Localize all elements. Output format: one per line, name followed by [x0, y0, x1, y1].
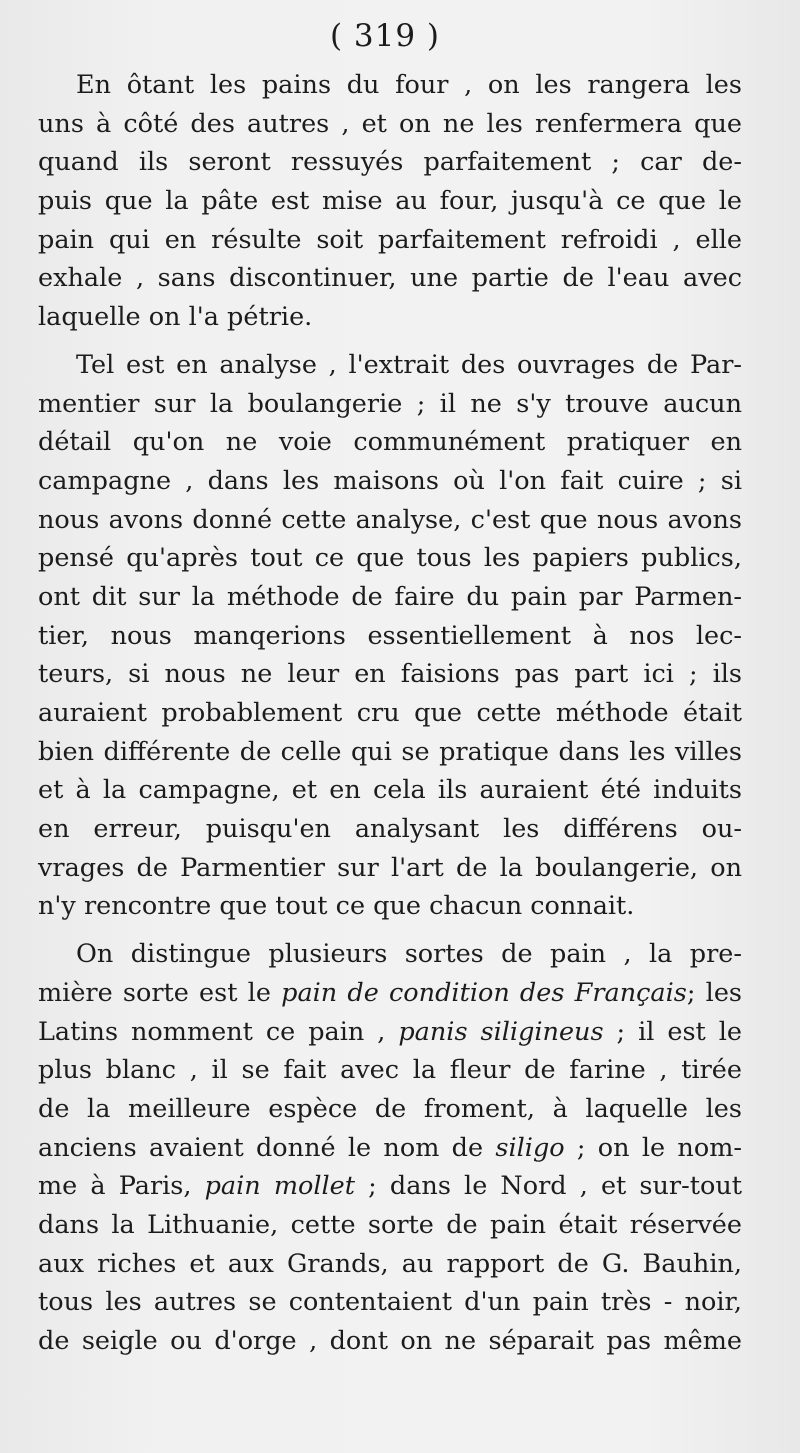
text-line — [38, 1129, 742, 1168]
text-line — [38, 346, 742, 385]
page-number: ( 319 ) — [329, 18, 441, 54]
text-run: tous les autres se contentaient d'un pain très - noir, — [38, 1287, 742, 1318]
text-line — [38, 849, 742, 888]
text-run: exhale , sans discontinuer, une partie de l'eau avec — [38, 263, 742, 294]
text-line — [38, 501, 742, 540]
text-run: vrages de Parmentier sur l'art de la boulangerie, on — [38, 852, 742, 883]
text-line — [38, 935, 742, 974]
text-run: campagne , dans les maisons où l'on fait cuire ; si — [38, 465, 742, 496]
text-line — [38, 462, 742, 501]
text-run: En ôtant les pains du four , on les rangera les — [76, 70, 742, 100]
text-line — [38, 105, 742, 144]
text-run: de seigle ou d'orge , dont on ne séparait pas même — [38, 1326, 742, 1356]
text-line — [38, 298, 742, 337]
text-run: nous avons donné cette analyse, c'est que nous avons — [38, 504, 742, 535]
text-run: pain qui en résulte soit parfaitement refroidi , elle — [38, 224, 742, 255]
text-run: Tel est en analyse , l'extrait des ouvrages de Par- — [76, 349, 742, 380]
paragraph — [38, 346, 742, 926]
text-run: anciens avaient donné le nom de — [38, 1132, 496, 1163]
body-text — [38, 66, 742, 1370]
text-run: en erreur, puisqu'en analysant les différens ou- — [38, 814, 742, 845]
text-run: dans la Lithuanie, cette sorte de pain était réservée — [38, 1209, 742, 1240]
text-line — [38, 539, 742, 578]
text-run: mière sorte est le — [38, 977, 282, 1008]
text-run: laquelle on l'a pétrie. — [38, 302, 313, 333]
text-line — [38, 1322, 742, 1361]
text-line — [38, 578, 742, 617]
text-line — [38, 1013, 742, 1052]
paragraph — [38, 66, 742, 337]
text-line — [38, 182, 742, 221]
text-line — [38, 974, 742, 1013]
text-run: plus blanc , il se fait avec la fleur de farine , tirée — [38, 1055, 742, 1086]
text-line — [38, 1090, 742, 1129]
text-run: bien différente de celle qui se pratique dans les villes — [38, 736, 742, 767]
text-line — [38, 1245, 742, 1284]
text-line — [38, 1206, 742, 1245]
text-line — [38, 1051, 742, 1090]
text-run: de la meilleure espèce de froment, à laquelle les — [38, 1093, 742, 1124]
text-run: mentier sur la boulangerie ; il ne s'y trouve aucun — [38, 388, 742, 419]
text-run: quand ils seront ressuyés parfaitement ; car de- — [38, 147, 742, 178]
text-line — [38, 66, 742, 105]
text-line — [38, 221, 742, 260]
italic-text: panis siligineus — [398, 1016, 604, 1047]
italic-text: pain mollet — [204, 1171, 356, 1202]
text-line — [38, 423, 742, 462]
text-line — [38, 887, 742, 926]
text-line — [38, 1167, 742, 1206]
italic-text: siligo — [495, 1132, 565, 1163]
text-run: ; on le nom- — [564, 1132, 742, 1163]
paragraph — [38, 935, 742, 1361]
text-line — [38, 259, 742, 298]
text-run: pensé qu'après tout ce que tous les papiers publics, — [38, 543, 742, 574]
text-run: aux riches et aux Grands, au rapport de G. Bauhin, — [38, 1248, 742, 1279]
text-run: et à la campagne, et en cela ils auraient été induits — [38, 775, 742, 806]
text-run: auraient probablement cru que cette méthode était — [38, 698, 742, 728]
text-run: tier, nous manqerions essentiellement à nos lec- — [38, 620, 742, 651]
text-line — [38, 385, 742, 424]
text-run: uns à côté des autres , et on ne les renfermera que — [38, 108, 742, 139]
text-line — [38, 694, 742, 733]
text-run: ; dans le Nord , et sur-tout — [355, 1171, 742, 1202]
text-run: me à Paris, — [38, 1171, 205, 1202]
text-line — [38, 1283, 742, 1322]
italic-text: pain de condition des Français — [281, 977, 687, 1008]
text-run: ; les — [686, 977, 742, 1008]
text-line — [38, 617, 742, 656]
text-run: détail qu'on ne voie communément pratiquer en — [38, 427, 742, 458]
text-run: teurs, si nous ne leur en faisions pas part ici ; ils — [38, 659, 742, 690]
text-run: ; il est le — [603, 1016, 743, 1047]
text-line — [38, 733, 742, 772]
text-run: On distingue plusieurs sortes de pain , la pre- — [76, 939, 742, 970]
text-line — [38, 143, 742, 182]
text-run: ont dit sur la méthode de faire du pain par Parmen- — [38, 581, 742, 612]
text-line — [38, 810, 742, 849]
text-run: n'y rencontre que tout ce que chacun connait. — [38, 891, 635, 922]
text-line — [38, 655, 742, 694]
text-line — [38, 771, 742, 810]
text-run: Latins nomment ce pain , — [38, 1016, 399, 1047]
text-run: puis que la pâte est mise au four, jusqu'à ce que le — [38, 186, 742, 217]
